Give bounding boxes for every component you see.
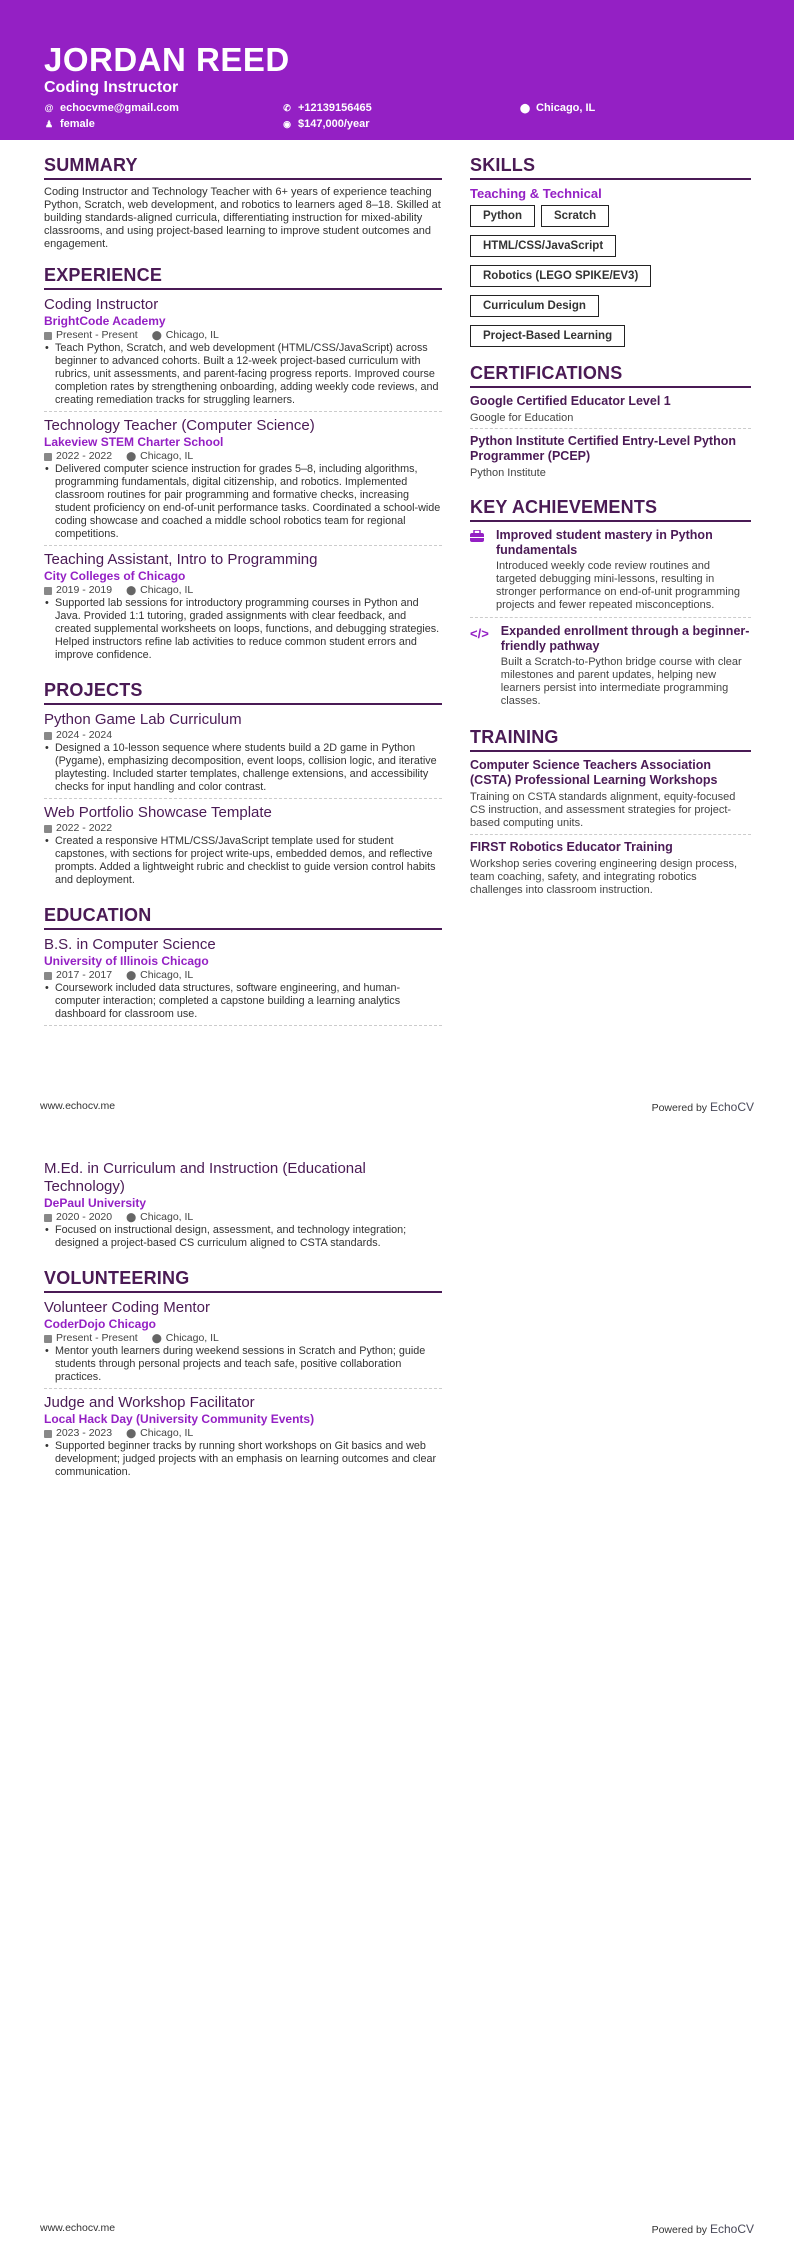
training-description: Training on CSTA standards alignment, equity-focused CS instruction, and assessment strategies for project-based computing units. xyxy=(470,791,736,829)
entry-title: Web Portfolio Showcase Template xyxy=(44,804,272,821)
skills-section xyxy=(470,155,751,349)
date-range xyxy=(44,329,138,342)
training-section xyxy=(470,727,751,901)
entry-organization: BrightCode Academy xyxy=(44,314,166,328)
date-range xyxy=(44,1427,112,1440)
date-range xyxy=(44,450,112,463)
contact-email[interactable] xyxy=(44,102,282,114)
bullet-list xyxy=(44,835,442,887)
bullet-item: • Focused on instructional design, assessment, and technology integration; designed a project-based CS curriculum aligned to CSTA standards. xyxy=(44,1224,442,1250)
summary-text: Coding Instructor and Technology Teacher with 6+ years of experience teaching Python, Scratch, web development, and robotics to learners aged 8–18. Skilled at building standards-aligned curricula, differentiating instruction for mixed-ability classrooms, and using project-based learning to improve student outcomes and engagement. xyxy=(44,186,441,250)
entry-item xyxy=(44,804,442,891)
briefcase-icon xyxy=(470,528,484,612)
salary-icon: ◉ xyxy=(283,118,291,129)
certification-title: Python Institute Certified Entry-Level Python Programmer (PCEP) xyxy=(470,434,736,463)
entry-meta xyxy=(44,1211,442,1224)
achievement-title: Improved student mastery in Python fundamentals xyxy=(496,528,713,557)
entry-location xyxy=(126,1427,193,1440)
entry-meta xyxy=(44,329,442,342)
entry-location xyxy=(126,1211,193,1224)
skill-tag: Curriculum Design xyxy=(470,295,599,317)
education-continued xyxy=(44,1160,442,1254)
certifications-section xyxy=(470,363,751,483)
location-text: Chicago, IL xyxy=(165,329,219,341)
location-text: Chicago, IL xyxy=(536,102,596,114)
section-title: EXPERIENCE xyxy=(44,265,442,290)
entry-item xyxy=(44,711,442,799)
candidate-name: JORDAN REED xyxy=(44,41,290,78)
bullet-item: • Supported beginner tracks by running short workshops on Git basics and web development; judged projects with an emphasis on learning outcomes and clear communication. xyxy=(44,1440,442,1479)
date-range xyxy=(44,1211,112,1224)
location-text: Chicago, IL xyxy=(140,450,194,462)
section-title: CERTIFICATIONS xyxy=(470,363,751,388)
salary-text: $147,000/year xyxy=(298,118,370,130)
skill-tag: Python xyxy=(470,205,535,227)
footer-powered xyxy=(652,1100,754,1114)
section-title: TRAINING xyxy=(470,727,751,752)
achievement-item xyxy=(470,624,751,713)
right-column xyxy=(470,155,751,915)
section-title: SUMMARY xyxy=(44,155,442,180)
location-pin-icon: ⬤ xyxy=(151,330,162,340)
contact-info xyxy=(44,102,794,130)
summary-section xyxy=(44,155,442,251)
calendar-icon xyxy=(44,1430,52,1438)
footer-site-link[interactable]: www.echocv.me xyxy=(40,2222,116,2234)
bullet-item: • Delivered computer science instruction for grades 5–8, including algorithms, programming fundamentals, digital citizenship, and robotics. Implemented classroom routines for pair programming and formative checks, increasing student proficiency on end-of-unit performance tasks. Coordinated a school-wide coding showcase and coached a middle school robotics team for regional competitions. xyxy=(44,463,442,541)
entry-item xyxy=(44,551,442,666)
location-icon: ⬤ xyxy=(519,102,531,113)
location-text: Chicago, IL xyxy=(140,584,194,596)
training-title: FIRST Robotics Educator Training xyxy=(470,840,673,854)
certification-issuer: Python Institute xyxy=(470,467,546,479)
location-pin-icon: ⬤ xyxy=(151,1333,162,1343)
calendar-icon xyxy=(44,972,52,980)
calendar-icon xyxy=(44,332,52,340)
brand-name: EchoCV xyxy=(709,1100,754,1114)
entry-item xyxy=(44,936,442,1026)
date-text: 2022 - 2022 xyxy=(56,822,113,834)
bullet-item: • Supported lab sessions for introductory programming courses in Python and Java. Provided 1:1 tutoring, graded assignments with clear feedback, and created supplemental worksheets on loops, functions, and debugging strategies. Helped instructors refine lab activities to reduce common student errors and improve confidence. xyxy=(44,597,442,662)
entry-item xyxy=(44,1299,442,1389)
left-column-page2 xyxy=(44,1160,442,1497)
achievement-description: Introduced weekly code review routines and targeted debugging mini-lessons, resulting in stronger performance on end-of-unit programming projects and fewer repeated misconceptions. xyxy=(496,560,740,611)
entry-title: Coding Instructor xyxy=(44,296,159,313)
entry-title: M.Ed. in Curriculum and Instruction (Educational Technology) xyxy=(44,1160,366,1195)
calendar-icon xyxy=(44,453,52,461)
calendar-icon xyxy=(44,825,52,833)
entry-organization: University of Illinois Chicago xyxy=(44,954,209,968)
date-range xyxy=(44,1332,138,1345)
email-text: echocvme@gmail.com xyxy=(60,102,179,114)
bullet-item: • Designed a 10-lesson sequence where students build a 2D game in Python (Pygame), emphasizing decomposition, event loops, collision logic, and iterative playtesting. Included starter templates, challenge extensions, and accessibility checks for input handling and color contrast. xyxy=(44,742,442,794)
date-text: 2019 - 2019 xyxy=(56,584,113,596)
contact-phone[interactable] xyxy=(282,102,520,114)
gender-text: female xyxy=(60,118,95,130)
entry-location xyxy=(126,969,193,982)
bullet-list xyxy=(44,982,442,1021)
bullet-list xyxy=(44,1345,442,1384)
achievement-title: Expanded enrollment through a beginner-friendly pathway xyxy=(500,624,750,653)
left-column-page1 xyxy=(44,155,442,1040)
certification-title: Google Certified Educator Level 1 xyxy=(470,394,671,408)
candidate-title: Coding Instructor xyxy=(44,79,179,96)
phone-icon: ✆ xyxy=(283,102,291,113)
achievement-item xyxy=(470,528,751,618)
certification-item xyxy=(470,394,751,429)
date-text: 2020 - 2020 xyxy=(56,1211,113,1223)
achievement-description: Built a Scratch-to-Python bridge course with clear milestones and parent updates, helping new learners persist into intermediate programming classes. xyxy=(500,656,742,707)
bullet-list xyxy=(44,1440,442,1479)
bullet-list xyxy=(44,1224,442,1250)
calendar-icon xyxy=(44,587,52,595)
entry-title: Judge and Workshop Facilitator xyxy=(44,1394,255,1411)
entry-meta xyxy=(44,822,442,835)
projects-section xyxy=(44,680,442,891)
date-range xyxy=(44,584,112,597)
calendar-icon xyxy=(44,1214,52,1222)
achievement-body xyxy=(501,624,751,708)
skill-group-title: Teaching & Technical xyxy=(470,186,602,201)
entry-meta xyxy=(44,450,442,463)
skill-tag: HTML/CSS/JavaScript xyxy=(470,235,616,257)
entry-title: Teaching Assistant, Intro to Programming xyxy=(44,551,318,568)
training-item xyxy=(470,840,751,901)
bullet-item: • Coursework included data structures, software engineering, and human-computer interaction; completed a capstone building a learning analytics dashboard for classroom use. xyxy=(44,982,442,1021)
date-text: Present - Present xyxy=(56,1332,138,1344)
page-footer xyxy=(40,1100,754,1114)
date-text: Present - Present xyxy=(56,329,138,341)
section-title: SKILLS xyxy=(470,155,751,180)
entry-item xyxy=(44,1160,442,1254)
contact-gender xyxy=(44,118,282,130)
bullet-list xyxy=(44,342,442,407)
entry-title: B.S. in Computer Science xyxy=(44,936,216,953)
training-item xyxy=(470,758,751,835)
entry-organization: Local Hack Day (University Community Events) xyxy=(44,1412,315,1426)
location-pin-icon: ⬤ xyxy=(126,451,137,461)
brand-name: EchoCV xyxy=(709,2222,754,2236)
certification-item xyxy=(470,434,751,483)
code-icon: </> xyxy=(470,626,489,641)
entry-item xyxy=(44,296,442,412)
date-range xyxy=(44,969,112,982)
calendar-icon xyxy=(44,732,52,740)
entry-organization: DePaul University xyxy=(44,1196,147,1210)
bullet-item: • Created a responsive HTML/CSS/JavaScript template used for student capstones, with sections for project write-ups, embedded demos, and reflective prompts. Added a lightweight rubric and checklist to guide version control habits and deployment. xyxy=(44,835,442,887)
entry-organization: Lakeview STEM Charter School xyxy=(44,435,224,449)
skill-tags xyxy=(470,205,690,349)
date-range xyxy=(44,729,112,742)
resume-header xyxy=(0,0,794,140)
section-title: KEY ACHIEVEMENTS xyxy=(470,497,751,522)
achievement-body xyxy=(496,528,751,612)
skill-tag: Project-Based Learning xyxy=(470,325,625,347)
entry-location xyxy=(126,584,193,597)
date-text: 2017 - 2017 xyxy=(56,969,113,981)
training-description: Workshop series covering engineering design process, team coaching, safety, and integrating robotics challenges into classroom instruction. xyxy=(470,858,737,896)
entry-title: Volunteer Coding Mentor xyxy=(44,1299,210,1316)
education-section xyxy=(44,905,442,1026)
entry-title: Technology Teacher (Computer Science) xyxy=(44,417,315,434)
section-title: EDUCATION xyxy=(44,905,442,930)
email-icon: @ xyxy=(44,103,54,113)
entry-title: Python Game Lab Curriculum xyxy=(44,711,242,728)
entry-location xyxy=(126,450,193,463)
phone-text: +12139156465 xyxy=(298,102,372,114)
skill-tag: Robotics (LEGO SPIKE/EV3) xyxy=(470,265,651,287)
skill-tag: Scratch xyxy=(541,205,609,227)
location-pin-icon: ⬤ xyxy=(126,970,137,980)
contact-location xyxy=(520,102,720,114)
location-text: Chicago, IL xyxy=(140,1427,194,1439)
entry-item xyxy=(44,417,442,546)
bullet-item: • Teach Python, Scratch, and web development (HTML/CSS/JavaScript) across beginner to advanced cohorts. Built a 12-week project-based curriculum with rubrics, unit assessments, and parent-facing progress reports. Improved course completion rates by strengthening onboarding, adding weekly code reviews, and creating remediation tracks for struggling learners. xyxy=(44,342,442,407)
powered-by-text: Powered by xyxy=(651,1102,708,1114)
achievements-section xyxy=(470,497,751,713)
footer-powered xyxy=(652,2222,754,2236)
entry-location xyxy=(152,329,219,342)
location-text: Chicago, IL xyxy=(140,1211,194,1223)
entry-meta xyxy=(44,1332,442,1345)
entry-meta xyxy=(44,584,442,597)
entry-meta xyxy=(44,1427,442,1440)
page-footer-2 xyxy=(40,2222,754,2236)
contact-salary xyxy=(282,118,520,130)
person-icon: ♟ xyxy=(44,118,54,129)
location-pin-icon: ⬤ xyxy=(126,1212,137,1222)
entry-meta xyxy=(44,969,442,982)
date-text: 2024 - 2024 xyxy=(56,729,113,741)
location-pin-icon: ⬤ xyxy=(126,1428,137,1438)
bullet-item: • Mentor youth learners during weekend sessions in Scratch and Python; guide students through personal projects and teach safe, positive collaboration practices. xyxy=(44,1345,442,1384)
certification-issuer: Google for Education xyxy=(470,412,574,424)
training-title: Computer Science Teachers Association (CSTA) Professional Learning Workshops xyxy=(470,758,718,787)
date-range xyxy=(44,822,112,835)
entry-item xyxy=(44,1394,442,1483)
volunteering-section xyxy=(44,1268,442,1483)
location-text: Chicago, IL xyxy=(140,969,194,981)
entry-location xyxy=(152,1332,219,1345)
footer-site-link[interactable]: www.echocv.me xyxy=(40,1100,116,1112)
section-title: VOLUNTEERING xyxy=(44,1268,442,1293)
bullet-list xyxy=(44,597,442,662)
calendar-icon xyxy=(44,1335,52,1343)
location-text: Chicago, IL xyxy=(165,1332,219,1344)
location-pin-icon: ⬤ xyxy=(126,585,137,595)
entry-organization: City Colleges of Chicago xyxy=(44,569,186,583)
bullet-list xyxy=(44,742,442,794)
section-title: PROJECTS xyxy=(44,680,442,705)
bullet-list xyxy=(44,463,442,541)
date-text: 2023 - 2023 xyxy=(56,1427,113,1439)
entry-meta xyxy=(44,729,442,742)
powered-by-text: Powered by xyxy=(651,2224,708,2236)
date-text: 2022 - 2022 xyxy=(56,450,113,462)
experience-section xyxy=(44,265,442,666)
entry-organization: CoderDojo Chicago xyxy=(44,1317,157,1331)
